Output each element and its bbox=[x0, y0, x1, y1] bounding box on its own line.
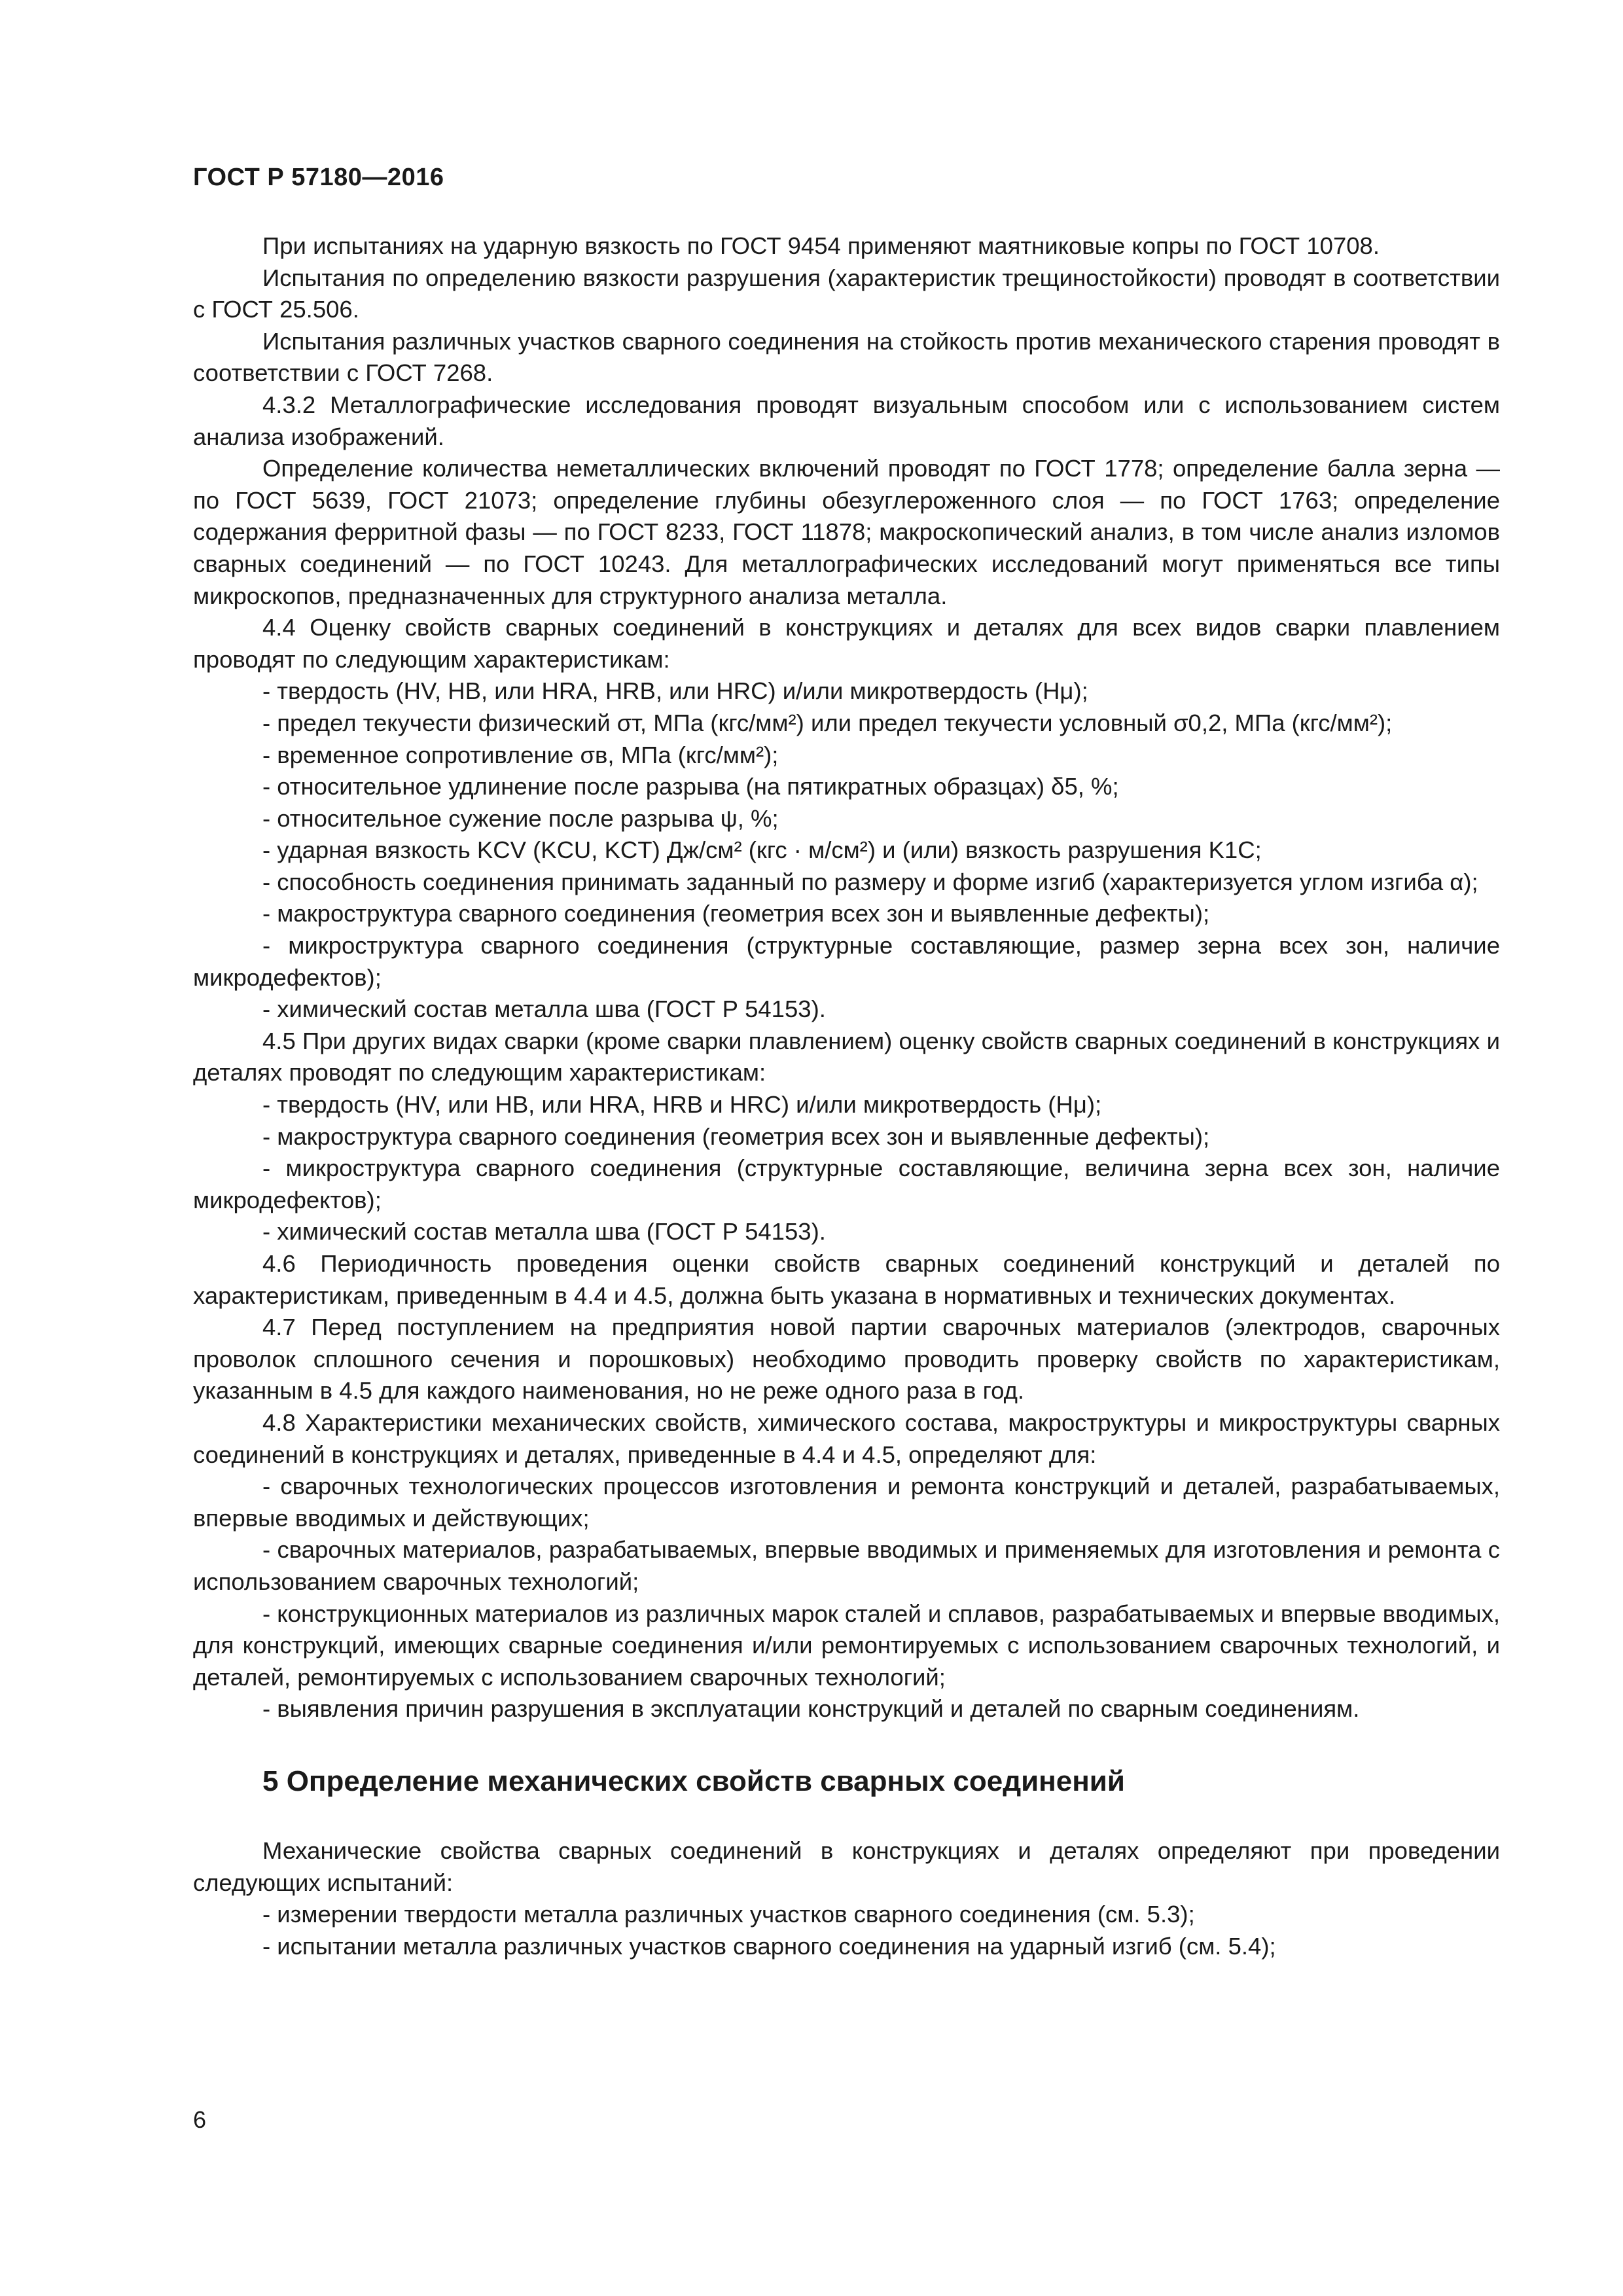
paragraph: При испытаниях на ударную вязкость по ГОСТ 9454 применяют маятниковые копры по ГОСТ 10708. bbox=[262, 232, 1380, 259]
paragraph: Испытания по определению вязкости разрушения (характеристик трещиностойкости) проводят в соответствии с ГОСТ 25.506. bbox=[193, 264, 1500, 323]
list-item: - способность соединения принимать заданный по размеру и форме изгиб (характеризуется углом изгиба α); bbox=[262, 868, 1478, 895]
list-item: - сварочных технологических процессов изготовления и ремонта конструкций и деталей, разрабатываемых, впервые вводимых и действующих; bbox=[193, 1473, 1500, 1532]
list-item: - относительное удлинение после разрыва (на пятикратных образцах) δ5, %; bbox=[262, 773, 1119, 800]
list-item: - относительное сужение после разрыва ψ, %; bbox=[262, 804, 779, 832]
list-item: - испытании металла различных участков сварного соединения на ударный изгиб (см. 5.4); bbox=[262, 1932, 1276, 1960]
list-item: - химический состав металла шва (ГОСТ Р 54153). bbox=[262, 1218, 826, 1246]
list-item: - временное сопротивление σв, МПа (кгс/мм²); bbox=[262, 741, 779, 768]
list-item: - предел текучести физический σт, МПа (кгс/мм²) или предел текучести условный σ0,2, МПа (кгс/мм²); bbox=[262, 709, 1393, 736]
list-item: - сварочных материалов, разрабатываемых, впервые вводимых и применяемых для изготовления и ремонта с использованием сварочных технологий; bbox=[193, 1536, 1500, 1595]
document-header: ГОСТ Р 57180—2016 bbox=[193, 164, 444, 191]
list-item: - выявления причин разрушения в эксплуатации конструкций и деталей по сварным соединениям. bbox=[262, 1695, 1360, 1723]
paragraph: 4.7 Перед поступлением на предприятия новой партии сварочных материалов (электродов, сварочных проволок сплошного сечения и порошковых) необходимо проводить проверку свойств по характеристикам, указанным в 4.5 для каждого наименования, но не реже одного раза в год. bbox=[193, 1314, 1500, 1405]
paragraph: 4.8 Характеристики механических свойств, химического состава, макроструктуры и микроструктуры сварных соединений в конструкциях и деталях, приведенные в 4.4 и 4.5, определяют для: bbox=[193, 1408, 1500, 1468]
list-item: - измерении твердости металла различных участков сварного соединения (см. 5.3); bbox=[262, 1901, 1195, 1928]
section-heading: 5 Определение механических свойств сварных соединений bbox=[262, 1765, 1125, 1797]
paragraph: 4.3.2 Металлографические исследования проводят визуальным способом или с использованием систем анализа изображений. bbox=[193, 391, 1500, 450]
list-item: - ударная вязкость KCV (KCU, KCT) Дж/см² (кгс · м/см²) и (или) вязкость разрушения K1C; bbox=[262, 836, 1262, 864]
list-item: - микроструктура сварного соединения (структурные составляющие, величина зерна всех зон, наличие микродефектов); bbox=[193, 1155, 1500, 1213]
list-item: - конструкционных материалов из различных марок сталей и сплавов, разрабатываемых и впервые вводимых, для конструкций, имеющих сварные соединения и/или ремонтируемых с использованием сварочных технологий, и деталей, ремонтируемых с использованием сварочных технологий; bbox=[193, 1600, 1500, 1691]
list-item: - твердость (HV, или HB, или HRA, HRB и HRC) и/или микротвердость (Hμ); bbox=[262, 1091, 1102, 1119]
list-item: - химический состав металла шва (ГОСТ Р 54153). bbox=[262, 996, 826, 1023]
paragraph: 4.6 Периодичность проведения оценки свойств сварных соединений конструкций и деталей по характеристикам, приведенным в 4.4 и 4.5, должна быть указана в нормативных и технических документах. bbox=[193, 1250, 1500, 1309]
paragraph: 4.5 При других видах сварки (кроме сварки плавлением) оценку свойств сварных соединений в конструкциях и деталях проводят по следующим характеристикам: bbox=[193, 1027, 1500, 1086]
list-item: - твердость (HV, HB, или HRA, HRB, или HRC) и/или микротвердость (Hμ); bbox=[262, 677, 1088, 705]
list-item: - макроструктура сварного соединения (геометрия всех зон и выявленные дефекты); bbox=[262, 1122, 1210, 1150]
list-item: - микроструктура сварного соединения (структурные составляющие, размер зерна всех зон, наличие микродефектов); bbox=[193, 932, 1500, 991]
document-body bbox=[193, 230, 1500, 1962]
list-item: - макроструктура сварного соединения (геометрия всех зон и выявленные дефекты); bbox=[262, 900, 1210, 927]
paragraph: Механические свойства сварных соединений в конструкциях и деталях определяют при проведении следующих испытаний: bbox=[193, 1837, 1500, 1896]
paragraph: 4.4 Оценку свойств сварных соединений в конструкциях и деталях для всех видов сварки плавлением проводят по следующим характеристикам: bbox=[193, 614, 1500, 673]
paragraph: Испытания различных участков сварного соединения на стойкость против механического старения проводят в соответствии с ГОСТ 7268. bbox=[193, 327, 1500, 387]
paragraph: Определение количества неметаллических включений проводят по ГОСТ 1778; определение балла зерна — по ГОСТ 5639, ГОСТ 21073; определение глубины обезуглероженного слоя — по ГОСТ 1763; определение содержания ферритной фазы — по ГОСТ 8233, ГОСТ 11878; макроскопический анализ, в том числе анализ изломов сварных соединений — по ГОСТ 10243. Для металлографических исследований могут применяться все типы микроскопов, предназначенных для структурного анализа металла. bbox=[193, 455, 1500, 609]
page-number: 6 bbox=[193, 2106, 207, 2133]
